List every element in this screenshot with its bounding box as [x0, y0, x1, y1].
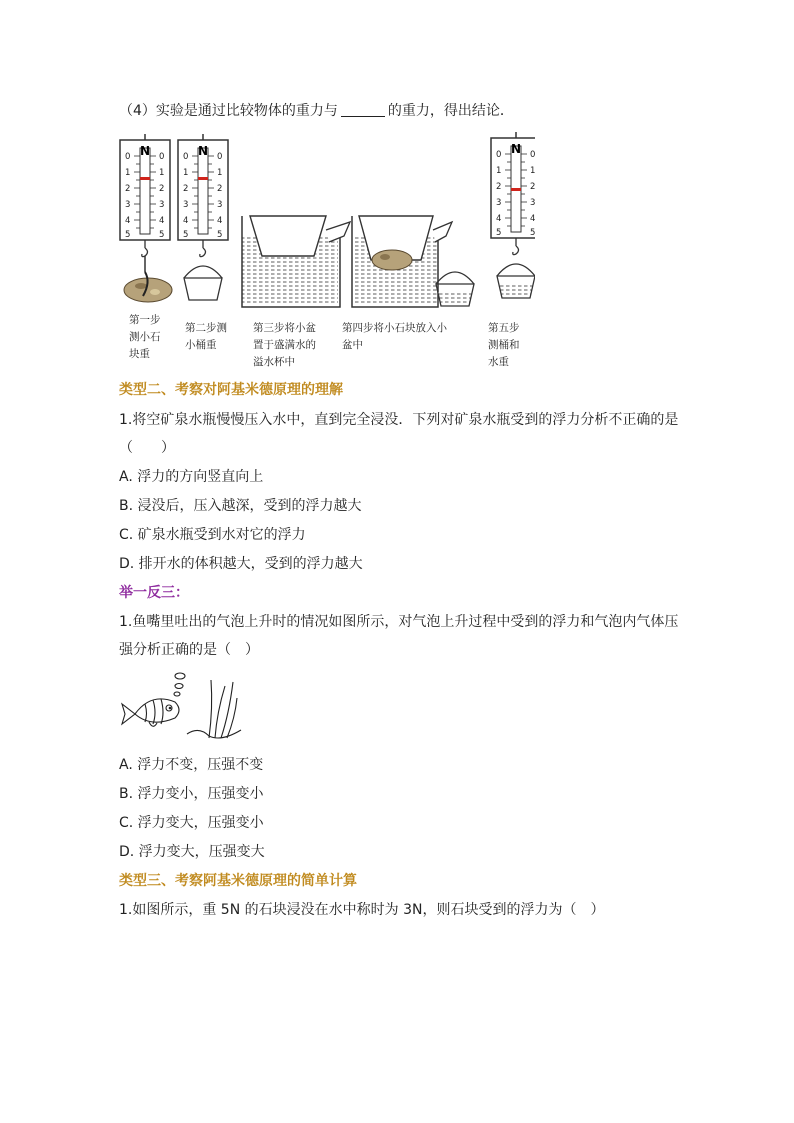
section2-option-c: C. 矿泉水瓶受到水对它的浮力 [119, 527, 306, 543]
svg-text:5: 5 [183, 230, 189, 240]
svg-text:3: 3 [159, 200, 165, 210]
svg-text:4: 4 [125, 216, 131, 226]
svg-text:2: 2 [125, 184, 131, 194]
caption-step5: 第五步 测桶和 水重 [488, 322, 520, 368]
spring-scale-1 [120, 134, 170, 257]
svg-text:1: 1 [217, 168, 223, 178]
svg-text:5: 5 [530, 228, 535, 238]
practice-question-line2: 强分析正确的是（ ） [119, 642, 259, 658]
empty-bucket [184, 266, 222, 300]
svg-text:0: 0 [125, 152, 131, 162]
svg-text:1: 1 [125, 168, 131, 178]
svg-text:0: 0 [159, 152, 165, 162]
water-bucket [436, 272, 474, 306]
svg-text:0: 0 [530, 150, 535, 160]
svg-text:4: 4 [530, 214, 535, 224]
caption-step1: 第一步 测小石 块重 [129, 314, 161, 360]
svg-text:3: 3 [183, 200, 189, 210]
spring-scale-5 [491, 132, 535, 298]
svg-text:2: 2 [530, 182, 535, 192]
svg-text:2: 2 [496, 182, 502, 192]
scale-pointer [140, 177, 150, 180]
svg-text:1: 1 [159, 168, 165, 178]
scale-pointer [511, 188, 521, 191]
svg-text:0: 0 [496, 150, 502, 160]
section3-heading: 类型三、考察阿基米德原理的简单计算 [119, 873, 357, 889]
overflow-cup-3 [242, 216, 350, 307]
svg-text:1: 1 [530, 166, 535, 176]
practice-question-line1: 1.鱼嘴里吐出的气泡上升时的情况如图所示，对气泡上升过程中受到的浮力和气泡内气体压 [119, 614, 679, 630]
svg-text:2: 2 [183, 184, 189, 194]
svg-text:5: 5 [159, 230, 165, 240]
svg-text:4: 4 [183, 216, 189, 226]
fish-bubbles-figure [117, 668, 247, 742]
svg-text:1: 1 [496, 166, 502, 176]
svg-text:2: 2 [159, 184, 165, 194]
svg-text:5: 5 [125, 230, 131, 240]
svg-text:4: 4 [496, 214, 502, 224]
experiment-figure [115, 132, 535, 322]
svg-text:2: 2 [217, 184, 223, 194]
svg-text:0: 0 [183, 152, 189, 162]
section2-heading: 类型二、考察对阿基米德原理的理解 [119, 382, 343, 398]
practice-option-b: B. 浮力变小，压强变小 [119, 786, 264, 802]
svg-text:0: 0 [217, 152, 223, 162]
svg-text:4: 4 [159, 216, 165, 226]
q4-line [119, 101, 514, 121]
section2-question: 1.将空矿泉水瓶慢慢压入水中，直到完全浸没．下列对矿泉水瓶受到的浮力分析不正确的是 [119, 412, 679, 428]
practice-option-d: D. 浮力变大，压强变大 [119, 844, 265, 860]
q4-suffix: 的重力，得出结论． [387, 103, 514, 119]
svg-text:5: 5 [217, 230, 223, 240]
stone-specimen [124, 256, 172, 302]
bucket-with-water [497, 264, 535, 298]
scale-pointer [198, 177, 208, 180]
svg-text:N: N [197, 144, 209, 158]
practice-option-c: C. 浮力变大，压强变小 [119, 815, 264, 831]
q4-prefix: （4）实验是通过比较物体的重力与 [119, 103, 338, 119]
svg-text:3: 3 [496, 198, 502, 208]
svg-text:3: 3 [530, 198, 535, 208]
svg-text:4: 4 [217, 216, 223, 226]
section2-paren: （ ） [119, 440, 175, 456]
svg-text:5: 5 [496, 228, 502, 238]
svg-text:3: 3 [125, 200, 131, 210]
practice-option-a: A. 浮力不变，压强不变 [119, 757, 264, 773]
svg-text:3: 3 [217, 200, 223, 210]
caption-step2: 第二步测 小桶重 [185, 322, 227, 351]
scale-unit-label: N [139, 144, 151, 158]
svg-text:N: N [510, 142, 522, 156]
spring-scale-2 [178, 134, 228, 300]
section2-option-a: A. 浮力的方向竖直向上 [119, 469, 264, 485]
svg-text:1: 1 [183, 168, 189, 178]
practice-heading: 举一反三： [119, 585, 189, 601]
overflow-cup-4 [352, 216, 452, 307]
section2-option-b: B. 浸没后，压入越深，受到的浮力越大 [119, 498, 362, 514]
section3-question: 1.如图所示，重 5N 的石块浸没在水中称时为 3N，则石块受到的浮力为（ ） [119, 902, 605, 918]
section2-option-d: D. 排开水的体积越大，受到的浮力越大 [119, 556, 363, 572]
answer-blank [341, 102, 385, 117]
caption-step4: 第四步将小石块放入小 盆中 [342, 322, 447, 351]
caption-step3: 第三步将小盆 置于盛满水的 溢水杯中 [253, 322, 316, 368]
